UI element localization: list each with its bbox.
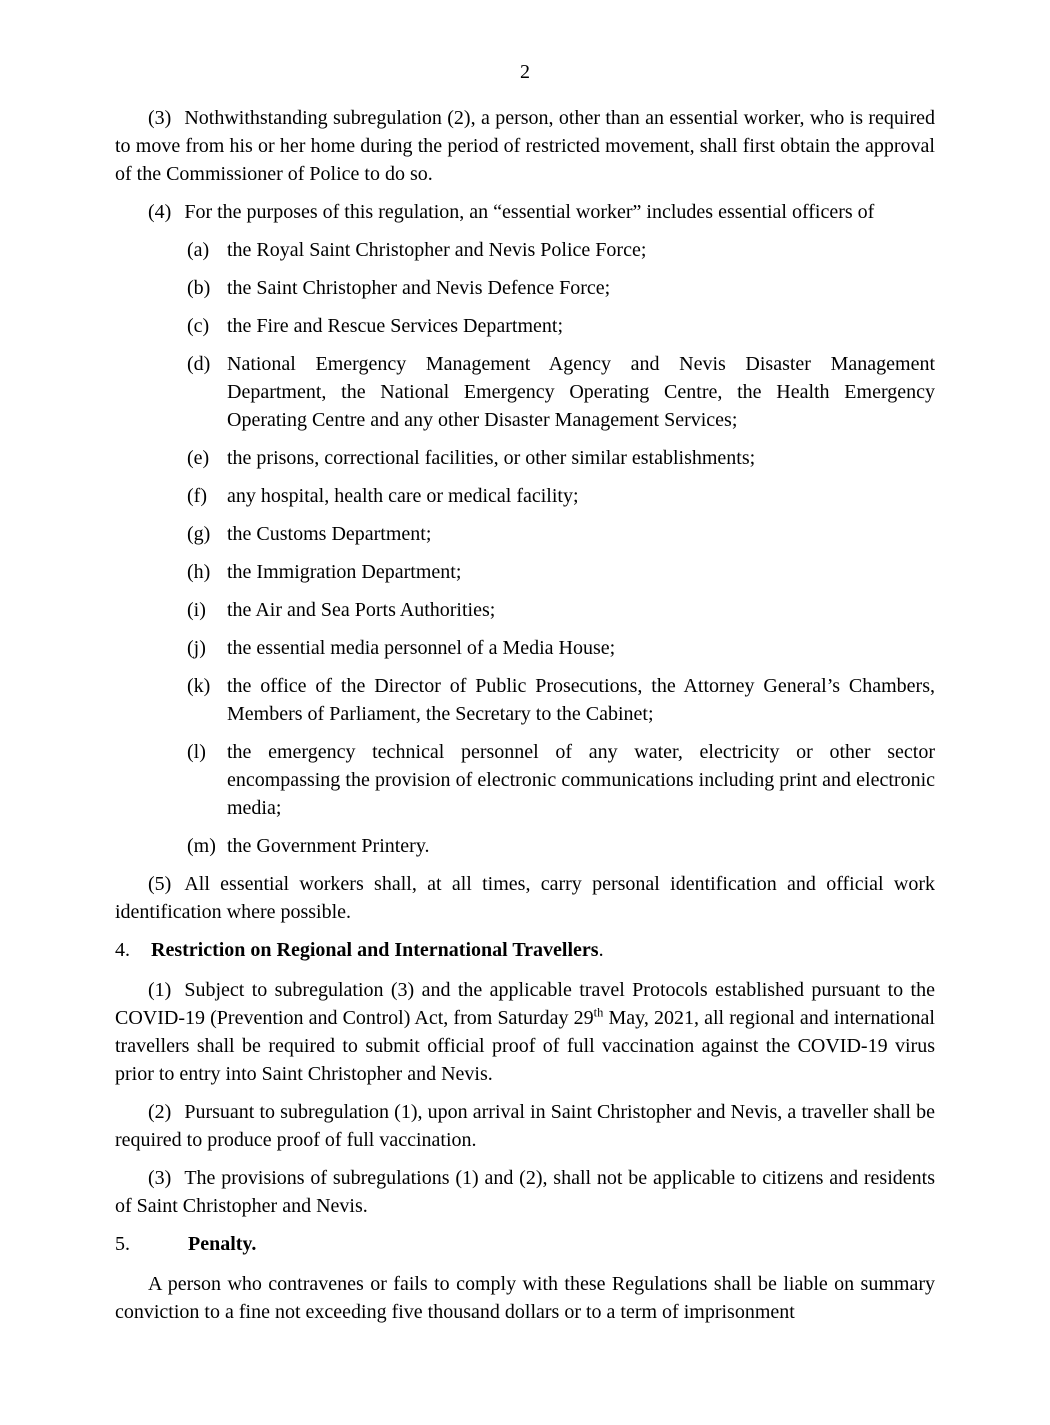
list-item-text: the office of the Director of Public Prosecutions, the Attorney General’s Chambers, Members of Parliament, the Secretary to the Cabinet; [227,675,935,725]
list-item-text: any hospital, health care or medical facility; [227,485,579,507]
list-item-text: the emergency technical personnel of any water, electricity or other sector encompassing the provision of electronic communications including print and electronic media; [227,741,935,819]
list-item-text: National Emergency Management Agency and Nevis Disaster Management Department, the National Emergency Operating Centre, the Health Emergency Operating Centre and any other Disaster Management Services; [227,353,935,431]
paragraph-number: (4) [148,201,172,223]
section-title-period: . [598,939,604,961]
list-item-text: the prisons, correctional facilities, or other similar establishments; [227,447,756,469]
section-title: Restriction on Regional and International Travellers [151,939,599,961]
list-item-text: the Saint Christopher and Nevis Defence Force; [227,277,611,299]
section-4-paragraph-1 [115,976,935,1088]
section-title: Penalty. [188,1233,257,1255]
paragraph-number: (2) [148,1101,172,1123]
list-item-g [115,520,935,548]
list-item-a [115,236,935,264]
list-item-l [115,738,935,822]
paragraph-number: (1) [148,979,172,1001]
section-4-paragraph-2 [115,1098,935,1154]
paragraph-4 [115,198,935,226]
list-item-h [115,558,935,586]
list-item-label: (e) [187,447,210,469]
section-5-heading [115,1230,935,1258]
paragraph-3 [115,104,935,188]
list-item-text: the Customs Department; [227,523,432,545]
list-item-d [115,350,935,434]
paragraph-text: For the purposes of this regulation, an “essential worker” includes essential officers of [184,201,875,223]
list-item-text: the Air and Sea Ports Authorities; [227,599,496,621]
list-item-m [115,832,935,860]
list-item-text: the Immigration Department; [227,561,462,583]
section-4-heading [115,936,935,964]
list-item-label: (m) [187,835,216,857]
list-item-f [115,482,935,510]
paragraph-number: (5) [148,873,172,895]
list-item-label: (g) [187,523,211,545]
paragraph-text: All essential workers shall, at all times, carry personal identification and official work identification where possible. [115,873,935,923]
list-item-e [115,444,935,472]
ordinal-superscript: th [593,1005,604,1020]
paragraph-text-after: May, 2021, all regional and international travellers shall be required to submit official proof of full vaccination against the COVID-19 virus prior to entry into Saint Christopher and Nevis. [115,1007,935,1085]
list-item-label: (f) [187,485,207,507]
list-item-label: (i) [187,599,206,621]
list-item-label: (j) [187,637,206,659]
page-number: 2 [520,61,530,83]
paragraph-text: Nothwithstanding subregulation (2), a person, other than an essential worker, who is required to move from his or her home during the period of restricted movement, shall first obtain the approval of the Commissioner of Police to do so. [115,107,935,185]
list-item-c [115,312,935,340]
list-item-label: (l) [187,741,206,763]
list-item-label: (c) [187,315,210,337]
list-item-b [115,274,935,302]
section-number: 5. [115,1233,130,1255]
list-item-text: the Royal Saint Christopher and Nevis Police Force; [227,239,647,261]
section-5-paragraph: A person who contravenes or fails to comply with these Regulations shall be liable on summary conviction to a fine not exceeding five thousand dollars or to a term of imprisonment [115,1273,935,1323]
list-item-text: the essential media personnel of a Media House; [227,637,616,659]
paragraph-5 [115,870,935,926]
list-item-text: the Fire and Rescue Services Department; [227,315,563,337]
list-item-j [115,634,935,662]
essential-officers-list [115,236,935,860]
paragraph-number: (3) [148,107,172,129]
paragraph-number: (3) [148,1167,172,1189]
list-item-text: the Government Printery. [227,835,430,857]
paragraph-text-before: Subject to subregulation (3) and the applicable travel Protocols established pursuant to the COVID-19 (Prevention and Control) Act, from Saturday 29 [115,979,935,1029]
paragraph-text: The provisions of subregulations (1) and (2), shall not be applicable to citizens and residents of Saint Christopher and Nevis. [115,1167,935,1217]
list-item-k [115,672,935,728]
section-number: 4. [115,939,130,961]
list-item-label: (d) [187,353,211,375]
section-4-paragraph-3 [115,1164,935,1220]
list-item-label: (b) [187,277,211,299]
list-item-label: (a) [187,239,210,261]
paragraph-text: Pursuant to subregulation (1), upon arrival in Saint Christopher and Nevis, a traveller shall be required to produce proof of full vaccination. [115,1101,935,1151]
list-item-label: (k) [187,675,211,697]
list-item-label: (h) [187,561,211,583]
list-item-i [115,596,935,624]
